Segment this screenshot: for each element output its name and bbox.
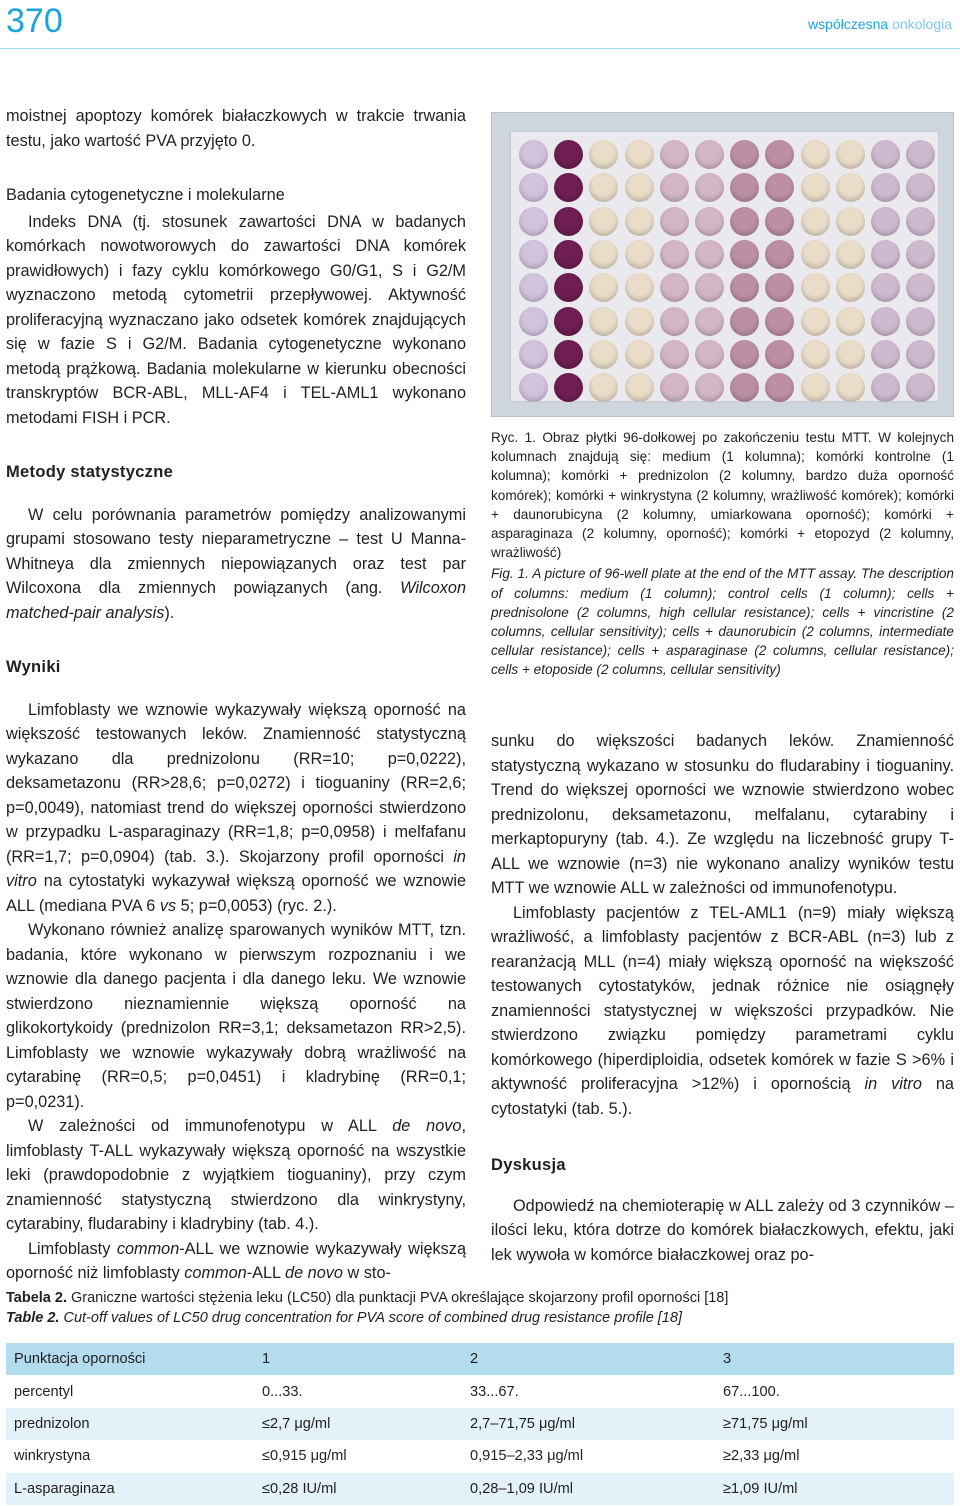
- paragraph: Limfoblasty common-ALL we wznowie wykazywały większą oporność niż limfoblasty common-ALL de novo w sto-: [6, 1239, 466, 1282]
- plate-well: [554, 373, 583, 402]
- plate-well: [906, 307, 935, 336]
- table-caption-english: Table 2. Cut-off values of LC50 drug concentration for PVA score of combined drug resistance profile [18]: [6, 1310, 682, 1326]
- plate-well: [519, 173, 548, 202]
- plate-well: [836, 340, 865, 369]
- plate-well: [519, 373, 548, 402]
- plate-well: [765, 173, 794, 202]
- plate-well: [695, 307, 724, 336]
- paragraph: Indeks DNA (tj. stosunek zawartości DNA w badanych komórkach nowotworowych do zawartości DNA komórek prawidłowych) i fazy cyklu komórkowego G0/G1, S i G2/M wyznaczono metodą cytometrii przepływowej. Aktywność proliferacyjną wyznaczano jako odsetek komórek znajdujących się w fazie S i G2/M. Badania cytogenetyczne wykonano metodą prążkową. Badania molekularne w kierunku obecności transkryptów BCR-ABL, MLL-AF4 i TEL-AML1 wykonano metodami FISH i PCR.: [6, 212, 466, 427]
- plate-well: [625, 173, 654, 202]
- plate-well: [765, 140, 794, 169]
- plate-well: [765, 340, 794, 369]
- plate-well: [906, 373, 935, 402]
- table-cell: ≤0,28 IU/ml: [254, 1473, 462, 1505]
- section-heading-methods: Metody statystyczne: [6, 463, 174, 481]
- plate-well: [765, 307, 794, 336]
- plate-well: [554, 173, 583, 202]
- table-cell: ≥71,75 μg/ml: [715, 1408, 954, 1440]
- plate-well: [695, 140, 724, 169]
- plate-well: [801, 340, 830, 369]
- subsection-heading: Badania cytogenetyczne i molekularne: [6, 186, 285, 204]
- plate-well: [625, 207, 654, 236]
- paragraph: Wykonano również analizę sparowanych wyników MTT, tzn. badania, które wykonano w pierwszym rozpoznaniu i we wznowie dla danego pacjenta i dla danego leku. We wznowie stwierdzono nieznamiennie większą oporność na glikokortykoidy (prednizolon RR=3,1; deksametazon RR>2,5). Limfoblasty we wznowie wykazywały dobrą wrażliwość na cytarabinę (RR=0,5; p=0,0451) i kladrybinę (RR=0,1; p=0,0231).: [6, 921, 466, 1111]
- plate-well: [871, 373, 900, 402]
- plate-well: [519, 207, 548, 236]
- plate-well: [660, 273, 689, 302]
- table-header-row: [6, 1343, 954, 1375]
- plate-well: [554, 140, 583, 169]
- table-cell: percentyl: [14, 1383, 74, 1400]
- plate-well: [871, 240, 900, 269]
- plate-well: [836, 373, 865, 402]
- plate-well: [589, 273, 618, 302]
- plate-well: [589, 307, 618, 336]
- plate-well: [695, 240, 724, 269]
- plate-well: [519, 140, 548, 169]
- plate-well: [871, 340, 900, 369]
- table-cell: 33...67.: [470, 1383, 519, 1400]
- journal-name-part2: onkologia: [892, 16, 952, 32]
- plate-well: [906, 173, 935, 202]
- plate-well: [906, 240, 935, 269]
- plate-well: [589, 207, 618, 236]
- plate-well: [625, 140, 654, 169]
- plate-well: [801, 273, 830, 302]
- plate-well: [765, 207, 794, 236]
- section-heading-results: Wyniki: [6, 658, 61, 676]
- table-cell: ≥2,33 μg/ml: [723, 1448, 800, 1465]
- plate-well: [660, 173, 689, 202]
- plate-well: [836, 240, 865, 269]
- plate-well: [660, 207, 689, 236]
- plate-well: [906, 140, 935, 169]
- plate-well: [625, 340, 654, 369]
- plate-well: [554, 340, 583, 369]
- plate-well: [695, 373, 724, 402]
- table-cell: 0,28–1,09 IU/ml: [462, 1473, 715, 1505]
- plate-well: [625, 273, 654, 302]
- paragraph: sunku do większości badanych leków. Znamienność statystyczną wykazano w stosunku do fludarabiny i tioguaniny. Trend do większej oporności we wznowie stwierdzono wobec prednizolonu, deksametazonu, melfalanu, cytarabiny i merkaptopuryny (tab. 4.). Ze względu na liczebność grupy T-ALL we wznowie (n=3) nie wykonano analizy wyników testu MTT we wznowie ALL w zależności od immunofenotypu.: [491, 732, 954, 897]
- plate-well: [801, 173, 830, 202]
- plate-well: [801, 207, 830, 236]
- plate-well: [660, 373, 689, 402]
- caption-english: Fig. 1. A picture of 96-well plate at the end of the MTT assay. The description of columns: medium (1 column); control cells (1 column); cells + prednisolone (2 columns, high cellular resistance); cells + vincristine (2 columns, cellular sensitivity); cells + daunorubicin (2 columns, intermediate cellular resistance); cells + asparaginase (2 columns, cellular resistance); cells + etoposide (2 columns, cellular sensitivity): [491, 566, 954, 678]
- table-cell: 0...33.: [262, 1383, 303, 1400]
- plate-well: [906, 273, 935, 302]
- caption-polish: Ryc. 1. Obraz płytki 96-dołkowej po zakończeniu testu MTT. W kolejnych kolumnach znajdują się: medium (1 kolumna); komórki kontrolne (1 kolumna); komórki + prednizolon (2 kolumny, bardzo duża oporność komórek); komórki + winkrystyna (2 kolumny, wrażliwość komórek); komórki + daunorubicyna (2 kolumny, umiarkowana oporność); komórki + asparaginaza (2 kolumny, oporność); komórki + etopozyd (2 kolumny, wrażliwość): [491, 430, 955, 561]
- plate-well: [871, 140, 900, 169]
- paragraph: W celu porównania parametrów pomiędzy analizowanymi grupami stosowano testy nieparametryczne – test U Manna-Whitneya dla zmiennych niepowiązanych oraz test par Wilcoxona dla zmiennych powiązanych (ang. Wilcoxon matched-pair analysis).: [6, 505, 466, 622]
- plate-well: [730, 340, 759, 369]
- plate-well: [730, 240, 759, 269]
- paragraph: Odpowiedź na chemioterapię w ALL zależy od 3 czynników – ilości leku, która dotrze do komórek białaczkowych, efektu, jaki lek wywoła w komórce białaczkowej oraz po-: [491, 1196, 954, 1264]
- plate-well: [625, 307, 654, 336]
- right-column: [491, 729, 954, 1267]
- plate-well: [801, 240, 830, 269]
- plate-well: [589, 240, 618, 269]
- plate-well: [695, 173, 724, 202]
- table-cell: winkrystyna: [14, 1448, 91, 1465]
- figure-caption: [491, 428, 954, 680]
- journal-name: [808, 16, 952, 32]
- paragraph: moistnej apoptozy komórek białaczkowych w trakcie trwania testu, jako wartość PVA przyjęto 0.: [6, 107, 466, 150]
- paragraph: Limfoblasty pacjentów z TEL-AML1 (n=9) miały większą wrażliwość, a limfoblasty pacjentów z BCR-ABL (n=3) lub z rearanżacją MLL (n=4) miały większą oporność na większość testowanych cytostatyków, jednak różnice nie osiągnęły znamienności statystycznej w większości przypadków. Nie stwierdzono związku pomiędzy parametrami cyklu komórkowego (hiperdiploidia, odsetek komórek w fazie S >6% i aktywność proliferacyjna >12%) i opornością in vitro na cytostatyki (tab. 5.).: [491, 903, 954, 1118]
- plate-well: [730, 207, 759, 236]
- table-cell: 67...100.: [723, 1383, 780, 1400]
- plate-well: [695, 340, 724, 369]
- table-row: [6, 1408, 954, 1440]
- left-column: [6, 104, 466, 1286]
- table-cell: 2,7–71,75 μg/ml: [462, 1408, 715, 1440]
- plate-well: [589, 340, 618, 369]
- plate-well: [730, 373, 759, 402]
- plate-well: [871, 173, 900, 202]
- plate-well: [554, 273, 583, 302]
- plate-well: [871, 307, 900, 336]
- plate-well: [836, 207, 865, 236]
- plate-well: [871, 207, 900, 236]
- plate-well: [801, 307, 830, 336]
- paragraph: Limfoblasty we wznowie wykazywały większą oporność na większość testowanych leków. Znamienność statystyczną wykazano dla prednizolonu (RR=10; p=0,0222), deksametazonu (RR>28,6; p=0,0272) i tioguaniny (RR=2,6; p=0,0049), natomiast trend do większej oporności stwierdzono w przypadku L-asparaginazy (RR=1,8; p=0,0958) i melfafanu (RR=1,7; p=0,0904) (tab. 3.). Skojarzony profil oporności in vitro na cytostatyki wykazywał większą oporność we wznowie ALL (mediana PVA 6 vs 5; p=0,0053) (ryc. 2.).: [6, 700, 466, 915]
- plate-well: [801, 140, 830, 169]
- table-caption: [6, 1288, 956, 1328]
- plate-well: [519, 307, 548, 336]
- plate-well: [730, 173, 759, 202]
- plate: [510, 131, 939, 402]
- table-header-cell: 3: [715, 1343, 954, 1375]
- journal-name-part1: współczesna: [808, 16, 889, 32]
- plate-well: [660, 140, 689, 169]
- plate-well: [871, 273, 900, 302]
- page-number: 370: [6, 2, 63, 40]
- plate-well: [519, 240, 548, 269]
- plate-well: [730, 140, 759, 169]
- plate-well: [589, 373, 618, 402]
- plate-well: [836, 307, 865, 336]
- plate-well: [660, 340, 689, 369]
- plate-well: [765, 240, 794, 269]
- section-heading-discussion: Dyskusja: [491, 1156, 566, 1174]
- plate-well: [554, 207, 583, 236]
- plate-well: [589, 173, 618, 202]
- plate-well: [625, 373, 654, 402]
- plate-well: [801, 373, 830, 402]
- table-header-cell: Punktacja oporności: [6, 1343, 254, 1375]
- table-cell: prednizolon: [6, 1408, 254, 1440]
- plate-well: [836, 140, 865, 169]
- table-header-cell: 2: [462, 1343, 715, 1375]
- plate-well: [765, 273, 794, 302]
- table-row: [6, 1440, 954, 1472]
- plate-well: [906, 340, 935, 369]
- plate-well: [730, 273, 759, 302]
- plate-well: [836, 173, 865, 202]
- table-row: [6, 1375, 954, 1407]
- table-header-cell: 1: [254, 1343, 462, 1375]
- table-cell: ≥1,09 IU/ml: [715, 1473, 954, 1505]
- figure-96-well-plate: [491, 112, 954, 417]
- table-caption-polish: Tabela 2. Graniczne wartości stężenia leku (LC50) dla punktacji PVA określające skojarzony profil oporności [18]: [6, 1290, 729, 1306]
- cutoff-table: [6, 1343, 954, 1505]
- header-rule: [0, 48, 960, 49]
- plate-well: [695, 273, 724, 302]
- table-cell: 0,915–2,33 μg/ml: [470, 1448, 584, 1465]
- plate-well: [730, 307, 759, 336]
- plate-well: [554, 240, 583, 269]
- plate-well: [625, 240, 654, 269]
- plate-well: [765, 373, 794, 402]
- plate-well: [660, 307, 689, 336]
- plate-well: [554, 307, 583, 336]
- plate-well: [836, 273, 865, 302]
- plate-well: [660, 240, 689, 269]
- table-cell: L-asparaginaza: [6, 1473, 254, 1505]
- plate-well: [519, 340, 548, 369]
- table-row: [6, 1473, 954, 1505]
- plate-well: [519, 273, 548, 302]
- plate-well: [906, 207, 935, 236]
- plate-well: [695, 207, 724, 236]
- plate-well: [589, 140, 618, 169]
- table-cell: ≤0,915 μg/ml: [262, 1448, 347, 1465]
- paragraph: W zależności od immunofenotypu w ALL de novo, limfoblasty T-ALL wykazywały większą oporność na wszystkie leki (prawdopodobnie z wyjątkiem tioguaniny), przy czym znamienność statystyczną stwierdzono dla winkrystyny, cytarabiny, fludarabiny i kladrybiny (tab. 4.).: [6, 1117, 466, 1233]
- table-cell: ≤2,7 μg/ml: [254, 1408, 462, 1440]
